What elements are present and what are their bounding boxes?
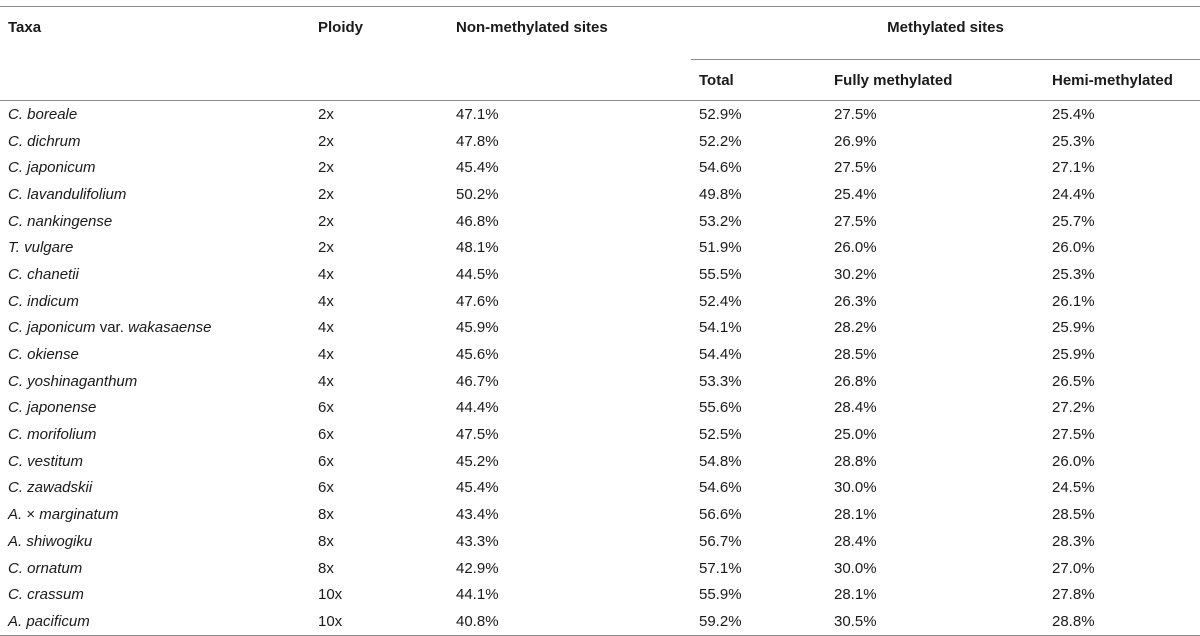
cell-non-methylated: 46.7% <box>456 372 499 390</box>
cell-ploidy: 10x <box>310 608 448 635</box>
table-row <box>0 341 1200 368</box>
cell-hemi-methylated: 25.9% <box>1052 346 1095 364</box>
cell-hemi-methylated: 27.0% <box>1052 559 1095 577</box>
cell-fully-methylated: 26.9% <box>834 132 877 150</box>
header-non-methylated: Non-methylated sites <box>448 7 691 101</box>
taxon-name: C. yoshinaganthum <box>8 372 138 390</box>
cell-total: 56.6% <box>699 506 742 524</box>
table-row <box>0 234 1200 261</box>
cell-hemi-methylated: 24.4% <box>1052 185 1095 203</box>
header-fully-methylated: Fully methylated <box>826 60 1044 101</box>
taxon-name: C. lavandulifolium <box>8 185 127 203</box>
cell-taxa <box>0 581 310 608</box>
cell-total: 56.7% <box>699 532 742 550</box>
cell-hemi-methylated: 26.0% <box>1052 239 1095 257</box>
cell-taxa <box>0 528 310 555</box>
cell-ploidy: 8x <box>318 506 334 524</box>
table-row <box>0 288 1200 315</box>
cell-hemi-methylated: 27.5% <box>1052 426 1095 444</box>
taxon-name-part: A. <box>8 506 27 524</box>
table-row <box>0 154 1200 181</box>
table-row <box>0 128 1200 155</box>
cell-ploidy: 2x <box>318 159 334 177</box>
table-row <box>0 368 1200 395</box>
table-row <box>0 395 1200 422</box>
cell-hemi-methylated: 28.3% <box>1052 532 1095 550</box>
cell-ploidy: 6x <box>318 479 334 497</box>
cell-fully-methylated: 28.1% <box>834 586 877 604</box>
table-header <box>0 7 1200 101</box>
cell-ploidy: 4x <box>318 346 334 364</box>
taxon-name: T. vulgare <box>8 239 74 257</box>
table-row <box>0 501 1200 528</box>
cell-taxa <box>0 608 310 635</box>
table-row <box>0 421 1200 448</box>
cell-non-methylated: 46.8% <box>456 212 499 230</box>
cell-fully-methylated: 27.5% <box>834 212 877 230</box>
cell-ploidy: 8x <box>318 559 334 577</box>
taxon-name: C. japonicum <box>8 159 96 177</box>
taxon-name: C. crassum <box>8 586 84 604</box>
methylation-table <box>0 6 1200 636</box>
cell-non-methylated: 45.9% <box>456 319 499 337</box>
taxon-qualifier: × <box>26 506 36 524</box>
cell-hemi-methylated: 25.7% <box>1052 212 1095 230</box>
cell-total: 51.9% <box>699 239 742 257</box>
cell-fully-methylated: 27.5% <box>834 105 877 123</box>
taxon-name: C. japonense <box>8 399 97 417</box>
taxon-name: C. indicum <box>8 292 79 310</box>
cell-hemi-methylated: 26.5% <box>1052 372 1095 390</box>
cell-fully-methylated: 27.5% <box>834 159 877 177</box>
cell-non-methylated: 47.8% <box>456 132 499 150</box>
cell-ploidy: 2x <box>318 239 334 257</box>
cell-non-methylated: 40.8% <box>448 608 691 635</box>
cell-taxa <box>0 154 310 181</box>
taxon-name: C. boreale <box>8 105 78 123</box>
cell-total: 54.8% <box>699 452 742 470</box>
cell-fully-methylated: 28.4% <box>834 532 877 550</box>
cell-total: 52.2% <box>699 132 742 150</box>
cell-non-methylated: 44.5% <box>456 265 499 283</box>
cell-ploidy: 6x <box>318 426 334 444</box>
cell-taxa <box>0 475 310 502</box>
cell-hemi-methylated: 27.8% <box>1052 586 1095 604</box>
cell-total: 55.6% <box>699 399 742 417</box>
cell-taxa <box>0 421 310 448</box>
cell-hemi-methylated: 24.5% <box>1052 479 1095 497</box>
cell-total: 57.1% <box>699 559 742 577</box>
cell-fully-methylated: 28.1% <box>834 506 877 524</box>
cell-non-methylated: 45.4% <box>456 479 499 497</box>
cell-fully-methylated: 25.0% <box>834 426 877 444</box>
cell-taxa <box>0 181 310 208</box>
table-body <box>0 101 1200 636</box>
taxon-name: C. vestitum <box>8 452 84 470</box>
table-row <box>0 448 1200 475</box>
cell-non-methylated: 44.4% <box>456 399 499 417</box>
cell-total: 54.6% <box>699 479 742 497</box>
cell-taxa <box>0 288 310 315</box>
taxon-name: C. chanetii <box>8 265 79 283</box>
cell-hemi-methylated: 25.3% <box>1052 265 1095 283</box>
cell-total: 53.2% <box>699 212 742 230</box>
cell-hemi-methylated: 26.1% <box>1052 292 1095 310</box>
cell-taxa <box>0 101 310 128</box>
cell-hemi-methylated: 28.5% <box>1052 506 1095 524</box>
cell-taxa <box>0 128 310 155</box>
header-total: Total <box>691 60 826 101</box>
table-row <box>0 208 1200 235</box>
cell-hemi-methylated: 26.0% <box>1052 452 1095 470</box>
cell-fully-methylated: 26.0% <box>834 239 877 257</box>
cell-total: 49.8% <box>699 185 742 203</box>
cell-ploidy: 10x <box>318 586 343 604</box>
cell-taxa <box>0 315 310 342</box>
table-row <box>0 101 1200 128</box>
taxon-name: A. shiwogiku <box>8 532 93 550</box>
cell-hemi-methylated: 25.9% <box>1052 319 1095 337</box>
cell-taxa <box>0 501 310 528</box>
cell-taxa <box>0 368 310 395</box>
table-row <box>0 315 1200 342</box>
taxon-name: C. dichrum <box>8 132 81 150</box>
cell-non-methylated: 47.6% <box>456 292 499 310</box>
taxon-name-part: C. japonicum <box>8 319 96 337</box>
table-row <box>0 608 1200 635</box>
cell-total: 53.3% <box>699 372 742 390</box>
table-row <box>0 555 1200 582</box>
cell-total: 55.9% <box>699 586 742 604</box>
cell-ploidy: 2x <box>318 105 334 123</box>
cell-hemi-methylated: 27.1% <box>1052 159 1095 177</box>
cell-taxa <box>0 448 310 475</box>
cell-fully-methylated: 28.2% <box>834 319 877 337</box>
cell-non-methylated: 48.1% <box>456 239 499 257</box>
cell-total: 54.6% <box>699 159 742 177</box>
cell-non-methylated: 45.4% <box>456 159 499 177</box>
cell-non-methylated: 43.4% <box>456 506 499 524</box>
cell-total: 52.4% <box>699 292 742 310</box>
cell-total: 54.1% <box>699 319 742 337</box>
cell-fully-methylated: 30.0% <box>834 559 877 577</box>
header-hemi-methylated: Hemi-methylated <box>1044 60 1200 101</box>
cell-taxa <box>0 395 310 422</box>
table-row <box>0 581 1200 608</box>
cell-ploidy: 4x <box>318 319 334 337</box>
taxon-name: A. pacificum <box>8 612 90 630</box>
cell-ploidy: 2x <box>318 212 334 230</box>
cell-fully-methylated: 26.8% <box>834 372 877 390</box>
header-row-top <box>0 7 1200 61</box>
cell-fully-methylated: 26.3% <box>834 292 877 310</box>
cell-fully-methylated: 25.4% <box>834 185 877 203</box>
table-row <box>0 528 1200 555</box>
cell-total: 54.4% <box>699 346 742 364</box>
header-methylated-group: Methylated sites <box>691 7 1200 61</box>
header-ploidy: Ploidy <box>310 7 448 101</box>
cell-ploidy: 8x <box>318 532 334 550</box>
cell-hemi-methylated: 27.2% <box>1052 399 1095 417</box>
taxon-name: C. ornatum <box>8 559 83 577</box>
cell-ploidy: 4x <box>318 265 334 283</box>
cell-taxa <box>0 234 310 261</box>
cell-non-methylated: 42.9% <box>456 559 499 577</box>
taxon-name: C. zawadskii <box>8 479 93 497</box>
cell-hemi-methylated: 28.8% <box>1044 608 1200 635</box>
cell-non-methylated: 44.1% <box>456 586 499 604</box>
cell-hemi-methylated: 25.3% <box>1052 132 1095 150</box>
cell-non-methylated: 45.6% <box>456 346 499 364</box>
cell-non-methylated: 45.2% <box>456 452 499 470</box>
header-taxa: Taxa <box>0 7 310 101</box>
cell-hemi-methylated: 25.4% <box>1052 105 1095 123</box>
cell-ploidy: 2x <box>318 185 334 203</box>
cell-taxa <box>0 208 310 235</box>
cell-non-methylated: 47.1% <box>456 105 499 123</box>
cell-non-methylated: 43.3% <box>456 532 499 550</box>
cell-fully-methylated: 28.8% <box>834 452 877 470</box>
cell-ploidy: 6x <box>318 452 334 470</box>
cell-ploidy: 4x <box>318 292 334 310</box>
taxon-name: C. morifolium <box>8 426 97 444</box>
cell-non-methylated: 50.2% <box>456 185 499 203</box>
cell-taxa <box>0 555 310 582</box>
cell-total: 52.5% <box>699 426 742 444</box>
cell-fully-methylated: 30.5% <box>826 608 1044 635</box>
table-row <box>0 181 1200 208</box>
cell-total: 52.9% <box>699 105 742 123</box>
cell-taxa <box>0 341 310 368</box>
cell-ploidy: 6x <box>318 399 334 417</box>
taxon-name-part: marginatum <box>35 506 119 524</box>
cell-fully-methylated: 28.4% <box>834 399 877 417</box>
taxon-name-part: wakasaense <box>128 319 212 337</box>
cell-ploidy: 4x <box>318 372 334 390</box>
cell-taxa <box>0 261 310 288</box>
cell-total: 59.2% <box>691 608 826 635</box>
taxon-name: C. okiense <box>8 346 79 364</box>
table-row <box>0 475 1200 502</box>
cell-non-methylated: 47.5% <box>456 426 499 444</box>
cell-ploidy: 2x <box>318 132 334 150</box>
cell-fully-methylated: 30.0% <box>834 479 877 497</box>
taxon-qualifier: var. <box>95 319 129 337</box>
cell-total: 55.5% <box>699 265 742 283</box>
taxon-name: C. nankingense <box>8 212 113 230</box>
table-row <box>0 261 1200 288</box>
cell-fully-methylated: 28.5% <box>834 346 877 364</box>
cell-fully-methylated: 30.2% <box>834 265 877 283</box>
